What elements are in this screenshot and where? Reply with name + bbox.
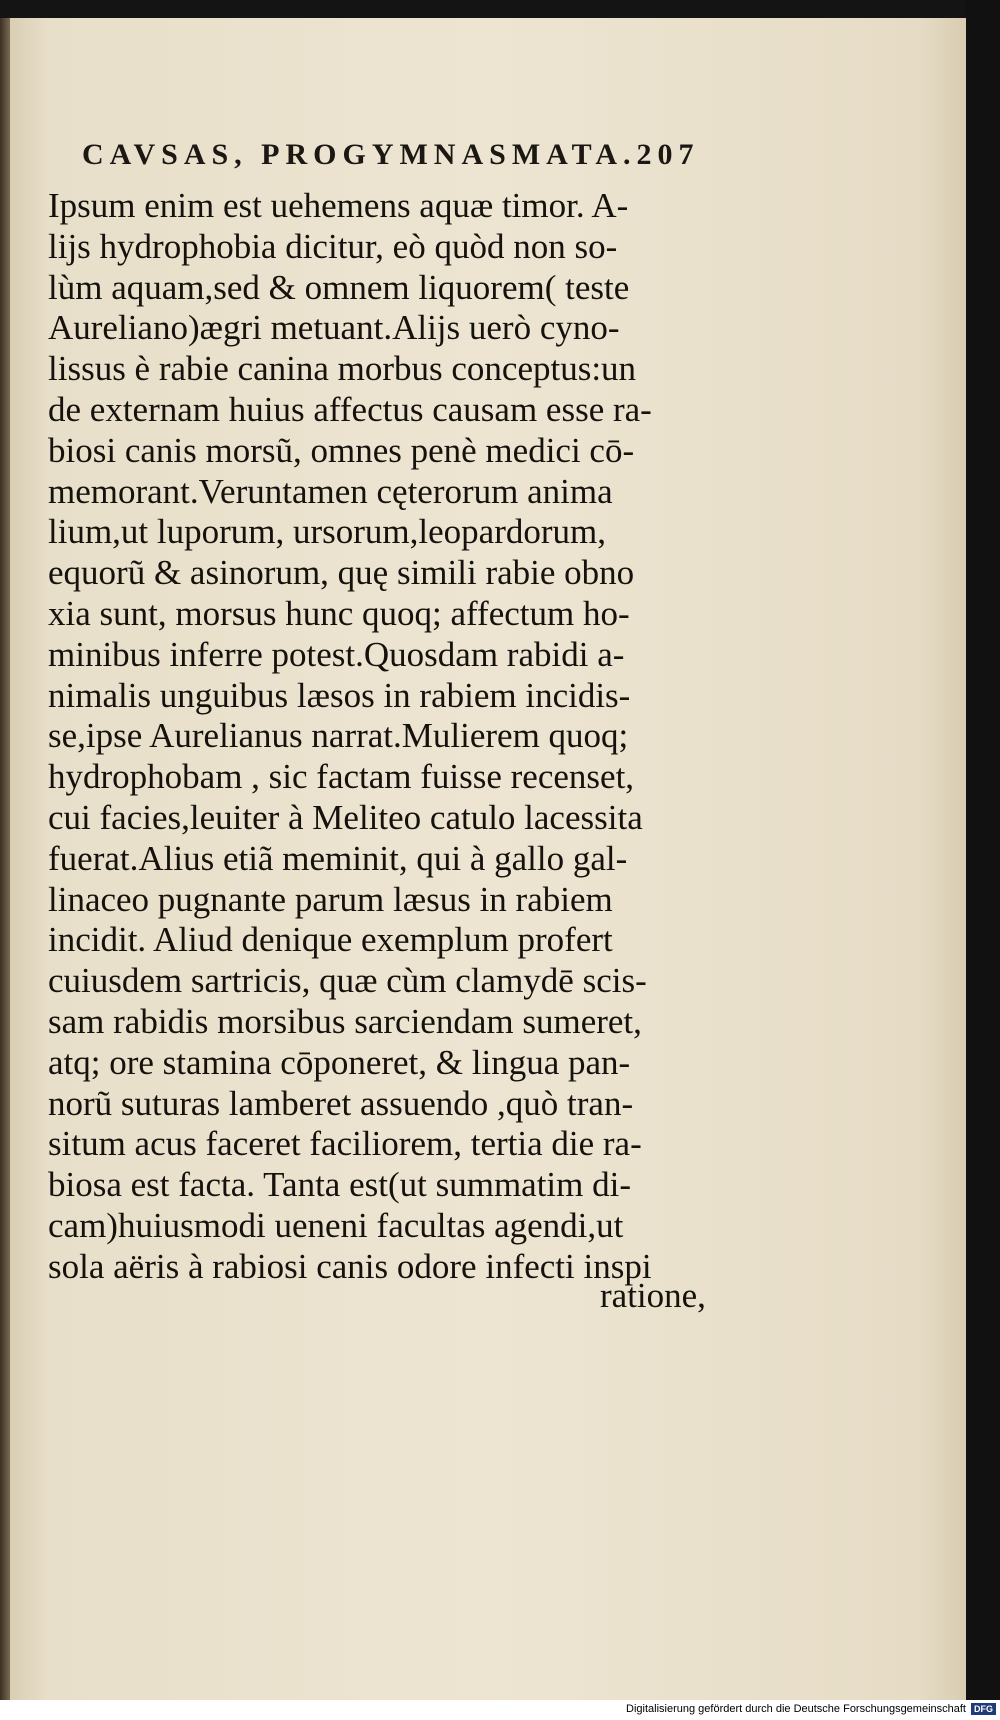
text-line: Aureliano)ægri metuant.Alijs uerò cyno- bbox=[48, 308, 620, 348]
footer-credit: Digitalisierung gefördert durch die Deutsche Forschungsgemeinschaft bbox=[626, 1703, 966, 1715]
text-line: sola aëris à rabiosi canis odore infecti inspi bbox=[48, 1246, 652, 1286]
catchword: ratione, bbox=[600, 1276, 706, 1315]
book-page bbox=[10, 18, 966, 1700]
text-line: fuerat.Alius etiã meminit, qui à gallo gal- bbox=[48, 838, 628, 878]
text-line: hydrophobam , sic factam fuisse recenset, bbox=[48, 757, 635, 797]
book-spine-edge bbox=[0, 18, 10, 1700]
text-line: situm acus faceret faciliorem, tertia die ra- bbox=[48, 1124, 642, 1164]
text-line: biosi canis morsũ, omnes penè medici cō- bbox=[48, 430, 635, 470]
text-line: nimalis unguibus læsos in rabiem incidis- bbox=[48, 675, 631, 715]
scan-right-edge bbox=[966, 0, 1000, 1700]
text-line: cam)huiusmodi ueneni facultas agendi,ut bbox=[48, 1205, 624, 1245]
text-line: sam rabidis morsibus sarciendam sumeret, bbox=[48, 1001, 642, 1041]
text-line: se,ipse Aurelianus narrat.Mulierem quoq; bbox=[48, 716, 629, 756]
text-line: lùm aquam,sed & omnem liquorem( teste bbox=[48, 267, 630, 307]
text-line: Ipsum enim est uehemens aquæ timor. A- bbox=[48, 186, 629, 225]
text-line: linaceo pugnante parum læsus in rabiem bbox=[48, 879, 613, 919]
text-line: memorant.Veruntamen cęterorum anima bbox=[48, 471, 613, 511]
body-text bbox=[48, 186, 708, 1288]
text-line: lijs hydrophobia dicitur, eò quòd non so- bbox=[48, 226, 618, 266]
text-line: incidit. Aliud denique exemplum profert bbox=[48, 920, 613, 960]
text-line: xia sunt, morsus hunc quoq; affectum ho- bbox=[48, 593, 630, 633]
dfg-logo: DFG bbox=[971, 1703, 996, 1715]
text-line: cui facies,leuiter à Meliteo catulo lacessita bbox=[48, 797, 643, 837]
text-line: biosa est facta. Tanta est(ut summatim di- bbox=[48, 1165, 632, 1205]
text-line: atq; ore stamina cōponeret, & lingua pan- bbox=[48, 1042, 631, 1082]
scan-top-edge bbox=[0, 0, 1000, 18]
text-line: de externam huius affectus causam esse ra- bbox=[48, 389, 652, 429]
text-line: minibus inferre potest.Quosdam rabidi a- bbox=[48, 634, 625, 674]
text-line: lium,ut luporum, ursorum,leopardorum, bbox=[48, 512, 606, 552]
running-head: CAVSAS, PROGYMNASMATA.207 bbox=[82, 138, 700, 171]
text-line: equorũ & asinorum, quę simili rabie obno bbox=[48, 553, 635, 593]
text-line: cuiusdem sartricis, quæ cùm clamydē scis- bbox=[48, 961, 647, 1001]
text-line: lissus è rabie canina morbus conceptus:un bbox=[48, 349, 637, 389]
text-line: norũ suturas lamberet assuendo ,quò tran- bbox=[48, 1083, 634, 1123]
